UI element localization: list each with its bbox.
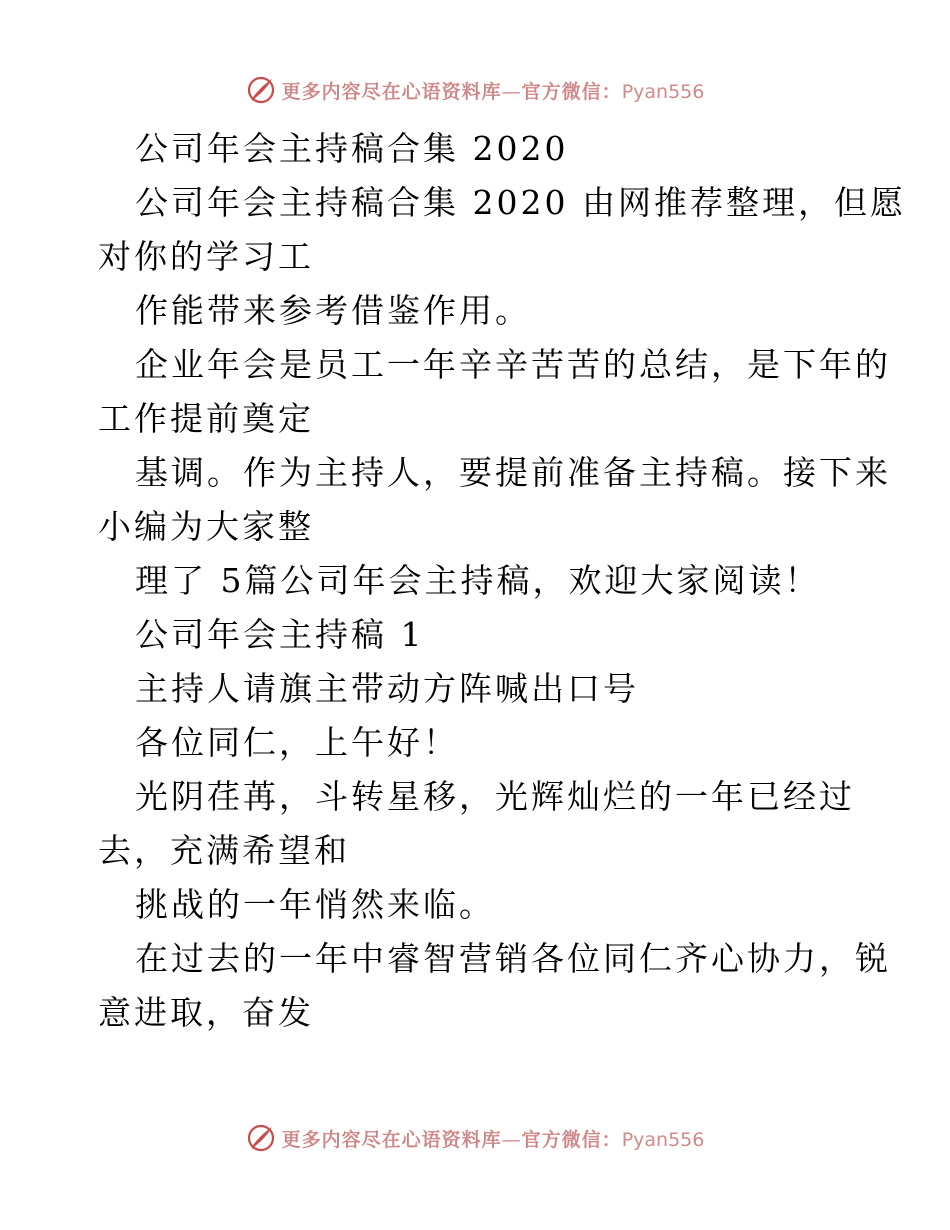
text-line: 去，充满希望和 — [98, 831, 350, 870]
text-line: 公司年会主持稿合集 2020 — [135, 129, 569, 168]
text-line: 公司年会主持稿 1 — [135, 615, 425, 654]
text-line: 小编为大家整 — [98, 507, 314, 546]
quill-logo-icon — [246, 1123, 276, 1153]
text-line: 意进取，奋发 — [98, 993, 314, 1032]
document-body — [98, 122, 906, 1040]
quill-logo-icon — [246, 75, 276, 105]
banner-site-text: 更多内容尽在心语资料库 — [281, 1128, 502, 1151]
footer-banner — [0, 1118, 950, 1158]
text-line: 对你的学习工 — [98, 237, 314, 276]
text-line: 公司年会主持稿合集 2020 由网推荐整理，但愿 — [135, 183, 906, 222]
text-line: 各位同仁，上午好！ — [135, 723, 459, 762]
banner-dash: — — [501, 80, 522, 103]
banner-wechat-label: 官方微信： — [521, 1128, 622, 1151]
text-line: 主持人请旗主带动方阵喊出口号 — [135, 669, 639, 708]
banner-text — [282, 77, 705, 104]
text-line: 企业年会是员工一年辛辛苦苦的总结，是下年的 — [135, 345, 891, 384]
banner-wechat-id: Pyan556 — [621, 1128, 705, 1151]
text-line: 挑战的一年悄然来临。 — [135, 885, 495, 924]
text-line: 基调。作为主持人，要提前准备主持稿。接下来 — [135, 453, 891, 492]
banner-site-text: 更多内容尽在心语资料库 — [281, 80, 502, 103]
text-line: 作能带来参考借鉴作用。 — [135, 291, 531, 330]
text-line: 在过去的一年中睿智营销各位同仁齐心协力，锐 — [135, 939, 891, 978]
banner-text — [282, 1125, 705, 1152]
text-line: 光阴荏苒，斗转星移，光辉灿烂的一年已经过 — [135, 777, 855, 816]
header-banner — [0, 70, 950, 110]
banner-wechat-id: Pyan556 — [621, 80, 705, 103]
text-line: 工作提前奠定 — [98, 399, 314, 438]
text-line: 理了 5篇公司年会主持稿，欢迎大家阅读！ — [135, 561, 821, 600]
banner-wechat-label: 官方微信： — [521, 80, 622, 103]
banner-dash: — — [501, 1128, 522, 1151]
